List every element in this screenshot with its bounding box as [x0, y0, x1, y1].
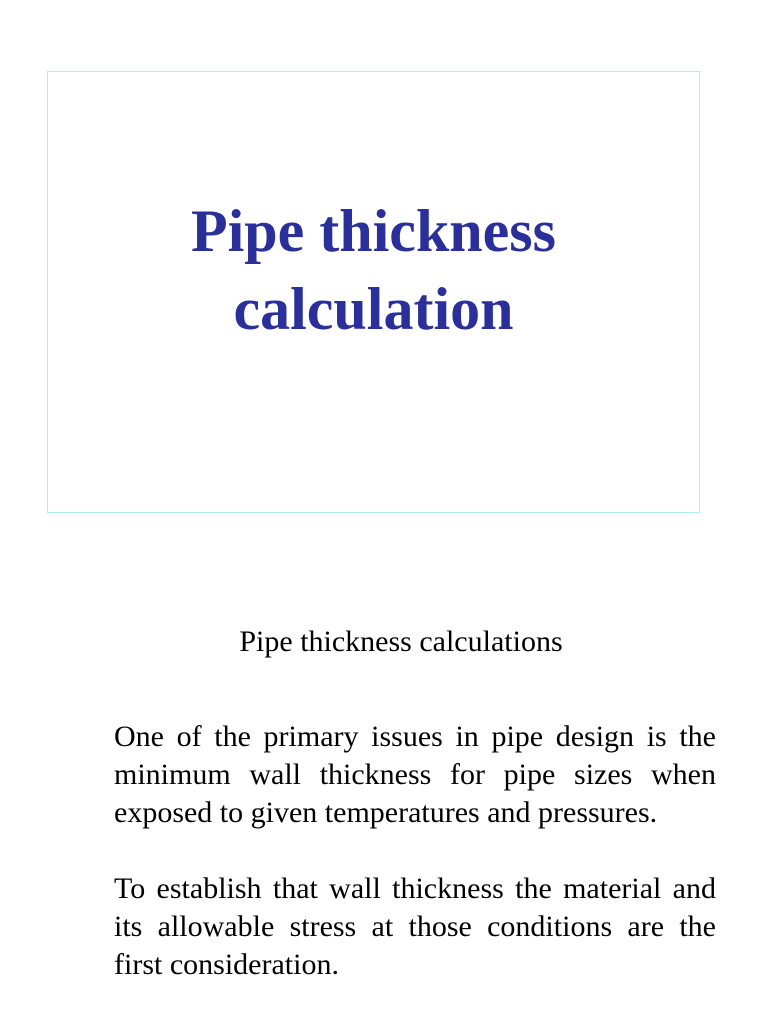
slide-frame [47, 71, 700, 513]
notes-heading: Pipe thickness calculations [239, 625, 563, 658]
slide-title: Pipe thickness calculation [190, 198, 557, 342]
notes-paragraph: To establish that wall thickness the material and its allowable stress at those conditions are the first consideration. [114, 872, 716, 981]
notes-body [114, 718, 716, 1022]
notes-paragraph: One of the primary issues in pipe design is the minimum wall thickness for pipe sizes when exposed to given temperatures and pressures. [114, 720, 716, 829]
